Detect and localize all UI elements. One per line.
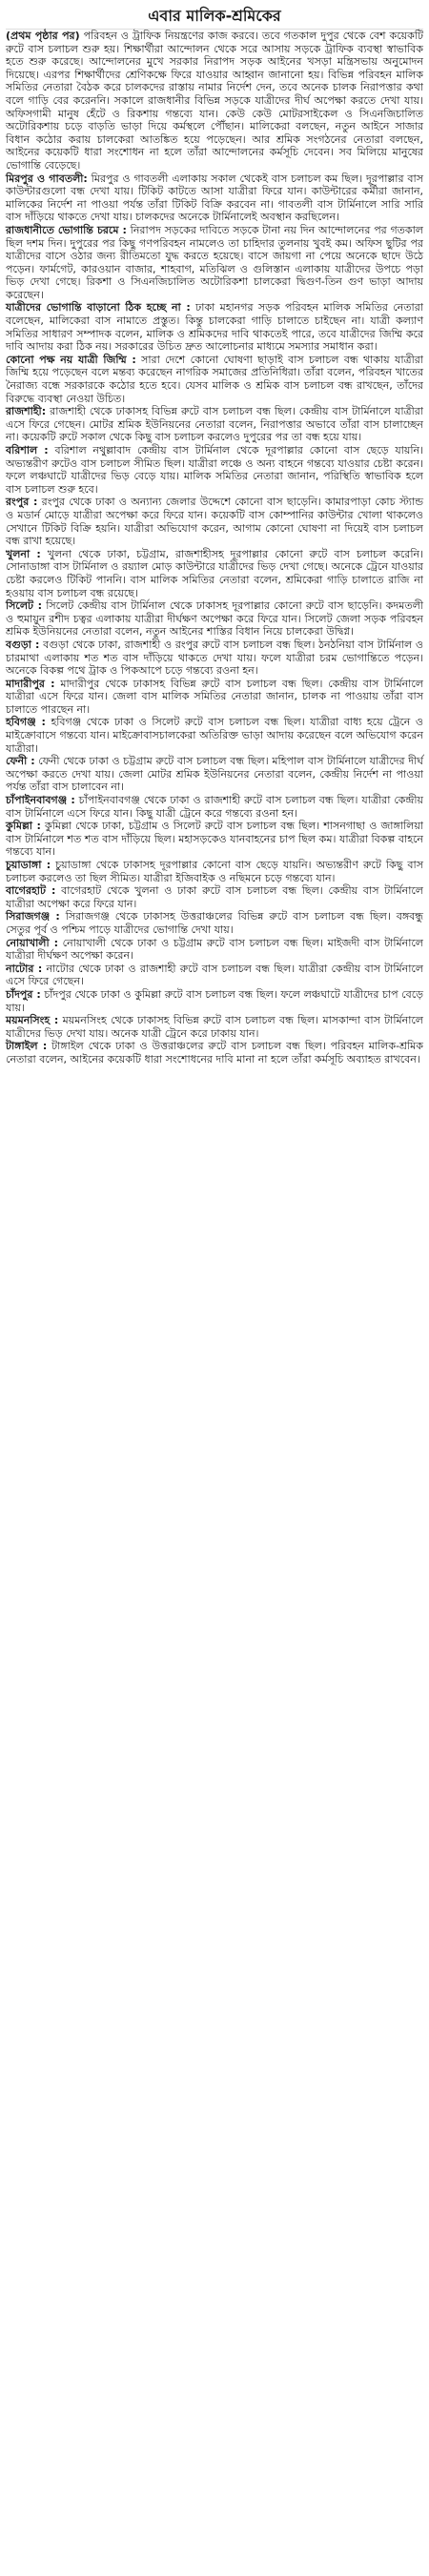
article-paragraph bbox=[6, 678, 423, 717]
article-body bbox=[6, 29, 423, 1066]
paragraph-heading: বরিশাল : bbox=[6, 444, 49, 456]
paragraph-heading: বাগেরহাট : bbox=[6, 884, 56, 898]
article-paragraph bbox=[6, 794, 423, 820]
paragraph-heading: (প্রথম পৃষ্ঠার পর) bbox=[6, 30, 80, 42]
paragraph-text: রংপুর থেকে ঢাকা ও অন্যান্য জেলার উদ্দেশে কোনো বাস ছাড়েনি। কামারপাড়া কোচ স্ট্যান্ড ও মডার্ন মোড়ে যাত্রীরা অপেক্ষা করে ফিরে যান। কয়েকটি বাস কোম্পানির কাউন্টার খোলা থাকলেও সেখানে টিকিট বিক্রি হয়নি। যাত্রীরা অভিযোগ করেন, আগাম কোনো ঘোষণা না দিয়েই বাস চলাচল বন্ধ রাখা হয়েছে। bbox=[6, 496, 423, 548]
paragraph-text: খুলনা থেকে ঢাকা, চট্টগ্রাম, রাজশাহীসহ দূরপাল্লার কোনো রুটে বাস চলাচল করেনি। সোনাডাঙ্গা বাস টার্মিনাল ও রয়্যাল মোড় কাউন্টারে যাত্রীদের ভিড় দেখা গেছে। অনেকে ট্রেনে যাওয়ার চেষ্টা করলেও টিকিট পাননি। বাস মালিক সমিতির নেতারা বলেন, শ্রমিকেরা গাড়ি চালাতে রাজি না হওয়ায় বাস চলাচল বন্ধ রয়েছে। bbox=[6, 547, 423, 599]
paragraph-text: নোয়াখালী থেকে ঢাকা ও চট্টগ্রাম রুটে বাস চলাচল বন্ধ ছিল। মাইজদী বাস টার্মিনালে যাত্রীরা দীর্ঘক্ষণ অপেক্ষা করেন। bbox=[6, 936, 424, 963]
paragraph-text: সিরাজগঞ্জ থেকে ঢাকাসহ উত্তরাঞ্চলের বিভিন্ন রুটে বাস চলাচল বন্ধ ছিল। বঙ্গবন্ধু সেতুর পূর্ব ও পশ্চিম পাড়ে যাত্রীদের ভোগান্তি দেখা যায়। bbox=[6, 910, 423, 936]
paragraph-heading: রাজশাহী: bbox=[6, 405, 47, 418]
paragraph-text: চাঁদপুর থেকে ঢাকা ও কুমিল্লা রুটে বাস চলাচল বন্ধ ছিল। ফলে লঞ্চঘাটে যাত্রীদের চাপ বেড়ে যায়। bbox=[6, 987, 423, 1014]
paragraph-heading: রংপুর : bbox=[6, 496, 38, 509]
paragraph-heading: নাটোর : bbox=[6, 962, 43, 975]
paragraph-text: চাঁপাইনবাবগঞ্জ থেকে ঢাকা ও রাজশাহী রুটে বাস চলাচল বন্ধ ছিল। যাত্রীরা কেন্দ্রীয় বাস টার্মিনালে এসে ফিরে যান। কিছু যাত্রী ট্রেনে করে গন্তব্যে রওনা হন। bbox=[6, 794, 424, 820]
paragraph-text: নিরাপদ সড়কের দাবিতে সড়কে টানা নয় দিন আন্দোলনের পর গতকাল ছিল দশম দিন। দুপুরের পর কিছু গণপরিবহন নামলেও তা চাহিদার তুলনায় খুবই কম। অফিস ছুটির পর যাত্রীদের বাসে ওঠার জন্য রীতিমতো যুদ্ধ করতে হয়েছে। বাসে জায়গা না পেয়ে অনেকে ছাদে উঠে পড়েন। ফার্মগেট, কারওয়ান বাজার, শাহবাগ, মতিঝিল ও গুলিস্তান এলাকায় যাত্রীদের উপচে পড়া ভিড় দেখা গেছে। রিকশা ও সিএনজিচালিত অটোরিকশা চালকেরা দ্বিগুণ-তিন গুণ ভাড়া আদায় করেছেন। bbox=[6, 223, 423, 301]
paragraph-heading: রাজধানীতে ভোগান্তি চরমে : bbox=[6, 223, 127, 236]
paragraph-heading: টাঙ্গাইল : bbox=[6, 1040, 48, 1053]
paragraph-heading: বগুড়া : bbox=[6, 638, 40, 651]
article-paragraph bbox=[6, 354, 423, 405]
paragraph-heading: সিরাজগঞ্জ : bbox=[6, 910, 60, 923]
paragraph-text: চুয়াডাঙ্গা থেকে ঢাকাসহ দূরপাল্লার কোনো বাস ছেড়ে যায়নি। অভ্যন্তরীণ রুটে কিছু বাস চলাচল করলেও তা ছিল সীমিত। যাত্রীরা ইজিবাইক ও নছিমনে চড়ে গন্তব্যে যান। bbox=[6, 859, 423, 884]
article-paragraph bbox=[6, 859, 423, 884]
article-paragraph bbox=[6, 30, 423, 172]
paragraph-heading: ফেনী : bbox=[6, 755, 35, 768]
paragraph-text: নাটোর থেকে ঢাকা ও রাজশাহী রুটে বাস চলাচল বন্ধ ছিল। যাত্রীরা কেন্দ্রীয় বাস টার্মিনালে এসে ফিরে গেছেন। bbox=[6, 962, 423, 988]
paragraph-text: মাদারীপুর থেকে ঢাকাসহ বিভিন্ন রুটে বাস চলাচল বন্ধ ছিল। কেন্দ্রীয় বাস টার্মিনালে যাত্রীরা এসে ফিরে যান। জেলা বাস মালিক সমিতির নেতারা জানান, চালক না পাওয়ায় তাঁরা বাস চালাতে পারছেন না। bbox=[6, 677, 423, 716]
paragraph-text: কুমিল্লা থেকে ঢাকা, চট্টগ্রাম ও সিলেট রুটে বাস চলাচল বন্ধ ছিল। শাসনগাছা ও জাঙ্গালিয়া বাস টার্মিনালে শত শত বাস দাঁড়িয়ে ছিল। মহাসড়কেও যানবাহনের চাপ ছিল কম। যাত্রীরা বিকল্প বাহনে গন্তব্যে যান। bbox=[6, 820, 423, 859]
article-paragraph bbox=[6, 820, 423, 859]
paragraph-text: ফেনী থেকে ঢাকা ও চট্টগ্রাম রুটে বাস চলাচল বন্ধ ছিল। মহিপাল বাস টার্মিনালে যাত্রীদের দীর্ঘ অপেক্ষা করতে দেখা যায়। জেলা মোটর শ্রমিক ইউনিয়নের নেতারা বলেন, কেন্দ্রীয় নির্দেশ না পাওয়া পর্যন্ত তাঁরা বাস চালাবেন না। bbox=[6, 755, 423, 794]
article-paragraph bbox=[6, 884, 423, 910]
article-paragraph bbox=[6, 548, 423, 599]
paragraph-heading: চাঁদপুর : bbox=[6, 987, 41, 1001]
paragraph-heading: মাদারীপুর : bbox=[6, 677, 55, 690]
article-title: এবার মালিক-শ্রমিকের bbox=[148, 7, 281, 25]
paragraph-text: বগুড়া থেকে ঢাকা, রাজশাহী ও রংপুর রুটে বাস চলাচল বন্ধ ছিল। ঠনঠনিয়া বাস টার্মিনাল ও চারমাথা এলাকায় শত শত বাস দাঁড়িয়ে থাকতে দেখা যায়। ফলে যাত্রীরা চরম ভোগান্তিতে পড়েন। অনেকে বিকল্প পথে ট্রাক ও পিকআপে চড়ে গন্তব্যে রওনা হন। bbox=[6, 638, 423, 678]
paragraph-text: সিলেট কেন্দ্রীয় বাস টার্মিনাল থেকে ঢাকাসহ দূরপাল্লার কোনো রুটে বাস ছাড়েনি। কদমতলী ও হুমায়ুন রশীদ চত্বর এলাকায় যাত্রীরা দীর্ঘক্ষণ অপেক্ষা করে ফিরে যান। সিলেট জেলা সড়ক পরিবহন শ্রমিক ইউনিয়নের নেতারা বলেন, নতুন আইনের শাস্তির বিধান নিয়ে চালকেরা উদ্বিগ্ন। bbox=[6, 599, 423, 639]
paragraph-text: বাগেরহাট থেকে খুলনা ও ঢাকা রুটে বাস চলাচল বন্ধ ছিল। কেন্দ্রীয় বাস টার্মিনালে যাত্রীরা অপেক্ষা করে ফিরে যান। bbox=[6, 884, 424, 910]
paragraph-text: বরিশাল নথুল্লাবাদ কেন্দ্রীয় বাস টার্মিনাল থেকে দূরপাল্লার কোনো বাস ছেড়ে যায়নি। অভ্যন্তরীণ রুটেও বাস চলাচল সীমিত ছিল। যাত্রীরা লঞ্চে ও অন্য বাহনে গন্তব্যে যাওয়ার চেষ্টা করেন। ফলে লঞ্চঘাটে যাত্রীদের ভিড় বেড়ে যায়। মালিক সমিতির নেতারা জানান, পরিস্থিতি স্বাভাবিক হলে বাস চলাচল শুরু হবে। bbox=[6, 444, 423, 496]
paragraph-heading: মিরপুর ও গাবতলী: bbox=[6, 172, 88, 185]
article-paragraph bbox=[6, 639, 423, 678]
article-paragraph bbox=[6, 599, 423, 639]
article-paragraph bbox=[6, 910, 423, 936]
article-paragraph bbox=[6, 937, 423, 963]
paragraph-heading: সিলেট : bbox=[6, 599, 42, 613]
paragraph-text: সারা দেশে কোনো ঘোষণা ছাড়াই বাস চলাচল বন্ধ থাকায় যাত্রীরা জিম্মি হয়ে পড়েছেন বলে মন্তব্য করেছেন নাগরিক সমাজের প্রতিনিধিরা। তাঁরা বলেন, পরিবহন খাতের নৈরাজ্য বন্ধে সরকারকে কঠোর হতে হবে। যেসব মালিক ও শ্রমিক বাস চলাচল বন্ধ রাখছেন, তাঁদের বিরুদ্ধে ব্যবস্থা নেওয়া উচিত। bbox=[6, 353, 423, 405]
paragraph-text: টাঙ্গাইল থেকে ঢাকা ও উত্তরাঞ্চলের রুটে বাস চলাচল বন্ধ ছিল। পরিবহন মালিক-শ্রমিক নেতারা বলেন, আইনের কয়েকটি ধারা সংশোধনের দাবি মানা না হলে তাঁরা কর্মসূচি অব্যাহত রাখবেন। bbox=[6, 1040, 423, 1065]
paragraph-heading: কোনো পক্ষ নয় যাত্রী জিম্মি : bbox=[6, 353, 136, 366]
paragraph-text: মিরপুর ও গাবতলী এলাকায় সকাল থেকেই বাস চলাচল কম ছিল। দূরপাল্লার বাস কাউন্টারগুলো বন্ধ দেখা যায়। টিকিট কাটতে আসা যাত্রীরা ফিরে যান। কাউন্টারের কর্মীরা জানান, মালিকের নির্দেশ না পাওয়া পর্যন্ত তাঁরা টিকিট বিক্রি করবেন না। গাবতলী বাস টার্মিনালে সারি সারি বাস দাঁড়িয়ে থাকতে দেখা যায়। চালকদের অনেকে টার্মিনালেই অবস্থান করছিলেন। bbox=[6, 172, 423, 224]
paragraph-heading: ময়মনসিংহ : bbox=[6, 1014, 59, 1027]
paragraph-heading: হবিগঞ্জ : bbox=[6, 716, 46, 729]
paragraph-heading: চুয়াডাঙ্গা : bbox=[6, 859, 51, 871]
article-paragraph bbox=[6, 224, 423, 302]
article-paragraph bbox=[6, 1040, 423, 1065]
article-paragraph bbox=[6, 444, 423, 496]
article-paragraph bbox=[6, 405, 423, 444]
paragraph-text: রাজশাহী থেকে ঢাকাসহ বিভিন্ন রুটে বাস চলাচল বন্ধ ছিল। কেন্দ্রীয় বাস টার্মিনালে যাত্রীরা এসে ফিরে গেছেন। মোটর শ্রমিক ইউনিয়নের নেতারা বলেন, নিরাপত্তার অভাবে তাঁরা বাস চালাচ্ছেন না। কয়েকটি রুটে সকাল থেকে কিছু বাস চলাচল করলেও দুপুরের পর তা বন্ধ হয়ে যায়। bbox=[6, 405, 423, 444]
paragraph-text: ঢাকা মহানগর সড়ক পরিবহন মালিক সমিতির নেতারা বলেছেন, মালিকেরা বাস নামাতে প্রস্তুত। কিন্তু চালকেরা গাড়ি চালাতে চাইছেন না। যাত্রী কল্যাণ সমিতির সাধারণ সম্পাদক বলেন, মালিক ও শ্রমিকদের দাবি থাকতেই পারে, তবে যাত্রীদের জিম্মি করে দাবি আদায় করা ঠিক নয়। সরকারের উচিত দ্রুত আলোচনার মাধ্যমে সমস্যার সমাধান করা। bbox=[6, 301, 423, 354]
article-paragraph bbox=[6, 172, 423, 224]
paragraph-text: পরিবহন ও ট্রাফিক নিয়ন্ত্রণের কাজ করবে। তবে গতকাল দুপুর থেকে বেশ কয়েকটি রুটে বাস চলাচল শুরু হয়। শিক্ষার্থীরা আন্দোলন থেকে সরে আসায় সড়কে ট্রাফিক ব্যবস্থা স্বাভাবিক হতে শুরু করেছে। আন্দোলনের মুখে সরকার নিরাপদ সড়ক আইনের খসড়া মন্ত্রিসভায় অনুমোদন দিয়েছে। এরপর শিক্ষার্থীদের শ্রেণিকক্ষে ফিরে যাওয়ার আহ্বান জানানো হয়। বিভিন্ন পরিবহন মালিক সমিতির নেতারা বৈঠক করে চালকদের রাস্তায় নামার নির্দেশ দেন, তবে অনেক চালক নিরাপত্তার কথা বলে গাড়ি বের করেননি। সকালে রাজধানীর বিভিন্ন সড়কে যাত্রীদের দীর্ঘ অপেক্ষা করতে দেখা যায়। অফিসগামী মানুষ হেঁটে ও রিকশায় গন্তব্যে যান। কেউ কেউ মোটরসাইকেল ও সিএনজিচালিত অটোরিকশায় চড়ে বাড়তি ভাড়া দিয়ে কর্মস্থলে পৌঁছান। মালিকেরা বলছেন, নতুন আইনে সাজার বিধান কঠোর করায় চালকেরা আতঙ্কিত হয়ে পড়েছেন। আর শ্রমিক সংগঠনের নেতারা বলছেন, আইনের কয়েকটি ধারা সংশোধন না হলে তাঁরা আন্দোলনের কর্মসূচি দেবেন। সব মিলিয়ে মানুষের ভোগান্তি বেড়েছে। bbox=[6, 30, 423, 172]
article-paragraph bbox=[6, 1014, 423, 1040]
paragraph-heading: কুমিল্লা : bbox=[6, 820, 41, 833]
paragraph-heading: যাত্রীদের ভোগান্তি বাড়ানো ঠিক হচ্ছে না : bbox=[6, 301, 191, 314]
article-paragraph bbox=[6, 716, 423, 755]
paragraph-text: হবিগঞ্জ থেকে ঢাকা ও সিলেট রুটে বাস চলাচল বন্ধ ছিল। যাত্রীরা বাধ্য হয়ে ট্রেনে ও মাইক্রোবাসে গন্তব্যে যান। মাইক্রোবাসচালকেরা অতিরিক্ত ভাড়া আদায় করেছেন বলে অভিযোগ করেন যাত্রীরা। bbox=[6, 716, 423, 755]
paragraph-heading: খুলনা : bbox=[6, 547, 41, 560]
article-paragraph bbox=[6, 988, 423, 1014]
paragraph-heading: চাঁপাইনবাবগঞ্জ : bbox=[6, 794, 75, 807]
article-paragraph bbox=[6, 755, 423, 794]
paragraph-heading: নোয়াখালী : bbox=[6, 936, 58, 949]
article-paragraph bbox=[6, 963, 423, 988]
article-paragraph bbox=[6, 301, 423, 353]
paragraph-text: ময়মনসিংহ থেকে ঢাকাসহ বিভিন্ন রুটে বাস চলাচল বন্ধ ছিল। মাসকান্দা বাস টার্মিনালে যাত্রীদের ভিড় দেখা যায়। অনেক যাত্রী ট্রেনে করে ঢাকায় যান। bbox=[6, 1014, 423, 1040]
article-paragraph bbox=[6, 496, 423, 547]
